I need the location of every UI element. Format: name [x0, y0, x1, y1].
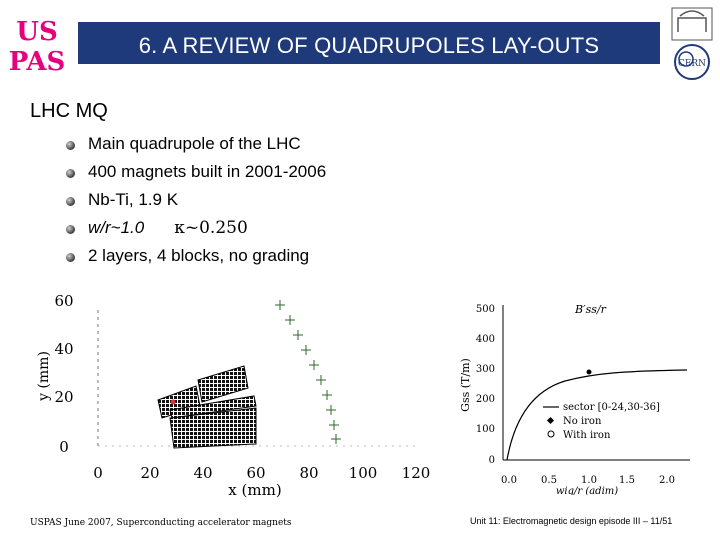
- svg-text:120: 120: [401, 464, 431, 482]
- coil-blocks: [158, 366, 256, 448]
- svg-text:Gss (T/m): Gss (T/m): [459, 358, 472, 412]
- sector-curve: [507, 370, 687, 460]
- svg-text:100: 100: [475, 424, 495, 435]
- svg-text:1.0: 1.0: [581, 475, 597, 486]
- svg-text:No iron: No iron: [563, 416, 602, 427]
- bullet-item: w/r~1.0 κ~0.250: [66, 214, 326, 242]
- svg-text:With iron: With iron: [563, 430, 611, 441]
- svg-text:0: 0: [93, 464, 103, 482]
- legend: [543, 402, 660, 441]
- svg-text:20: 20: [54, 388, 74, 406]
- svg-text:60: 60: [246, 464, 266, 482]
- footer-left: USPAS June 2007, Superconducting accelerator magnets: [30, 518, 292, 528]
- svg-text:40: 40: [54, 340, 74, 358]
- svg-text:300: 300: [475, 364, 495, 375]
- footer-right: Unit 11: Electromagnetic design episode III – 11/51: [470, 516, 673, 526]
- section-title: LHC MQ: [30, 100, 108, 122]
- svg-text:y (mm): y (mm): [36, 351, 52, 401]
- bullet-icon: [66, 225, 75, 234]
- svg-text:0.5: 0.5: [541, 475, 557, 486]
- svg-text:80: 80: [299, 464, 319, 482]
- svg-text:PAS: PAS: [8, 47, 66, 77]
- svg-text:200: 200: [475, 394, 495, 405]
- svg-text:x (mm): x (mm): [228, 481, 282, 498]
- svg-text:sector [0-24,30-36]: sector [0-24,30-36]: [563, 402, 660, 413]
- svg-text:US: US: [16, 17, 58, 47]
- bullet-item: Main quadrupole of the LHC: [66, 130, 326, 158]
- svg-text:0.0: 0.0: [501, 475, 517, 486]
- svg-text:0: 0: [59, 438, 69, 456]
- svg-text:1.5: 1.5: [619, 475, 635, 486]
- bullet-item: 400 magnets built in 2001-2006: [66, 158, 326, 186]
- coil-cross-section-figure: [30, 288, 442, 498]
- svg-text:CERN: CERN: [677, 59, 707, 69]
- bullet-icon: [66, 253, 75, 262]
- svg-text:100: 100: [348, 464, 378, 482]
- iron-boundary-markers: [275, 300, 341, 444]
- svg-text:20: 20: [140, 464, 160, 482]
- cern-logo: [666, 4, 718, 84]
- page-title: 6. A REVIEW OF QUADRUPOLES LAY-OUTS: [138, 33, 600, 58]
- svg-text:400: 400: [475, 334, 495, 345]
- bullet-icon: [66, 141, 75, 150]
- gradient-plot-figure: [455, 295, 720, 495]
- red-marker: [171, 400, 176, 405]
- svg-text:2.0: 2.0: [659, 475, 675, 486]
- bullet-icon: [66, 169, 75, 178]
- no-iron-marker: [587, 370, 592, 375]
- svg-text:500: 500: [475, 304, 495, 315]
- bullet-list: [66, 130, 326, 270]
- bullet-item: 2 layers, 4 blocks, no grading: [66, 242, 326, 270]
- svg-text:40: 40: [193, 464, 213, 482]
- svg-text:60: 60: [54, 292, 74, 310]
- svg-text:B′ss/r: B′ss/r: [575, 303, 606, 316]
- svg-text:0: 0: [488, 455, 495, 466]
- uspas-logo: [6, 8, 68, 78]
- svg-text:wiq/r (adim): wiq/r (adim): [555, 486, 619, 495]
- bullet-icon: [66, 197, 75, 206]
- bullet-item: Nb-Ti, 1.9 K: [66, 186, 326, 214]
